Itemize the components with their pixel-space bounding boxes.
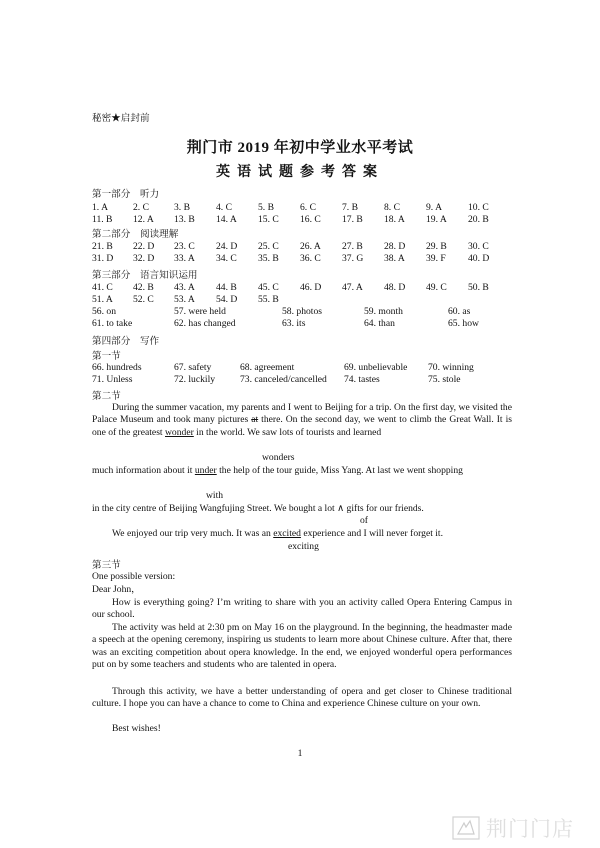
fill-cell: 63. its	[282, 318, 306, 329]
answer-cell: 24. D	[216, 241, 238, 252]
answer-cell: 19. A	[426, 214, 447, 225]
answer-cell: 25. C	[258, 241, 279, 252]
answer-cell: 40. D	[468, 253, 490, 264]
fill-cell: 56. on	[92, 306, 116, 317]
part3-heading: 第三部分 语言知识运用	[92, 270, 198, 281]
passage-text: much information about it	[92, 465, 195, 476]
answer-cell: 54. D	[216, 294, 238, 305]
correction-note: exciting	[288, 541, 319, 552]
answer-cell: 12. A	[133, 214, 154, 225]
answer-cell: 5. B	[258, 202, 274, 213]
answer-cell: 23. C	[174, 241, 195, 252]
letter-paragraph-1: How is everything going? I’m writing to share with you an activity called Opera Entering Campus in our school.	[92, 597, 512, 621]
section1-heading: 第一节	[92, 351, 121, 362]
answer-cell: 1. A	[92, 202, 108, 213]
answer-cell: 2. C	[133, 202, 149, 213]
section3-heading: 第三节	[92, 560, 121, 571]
page-number: 1	[297, 748, 303, 759]
passage-text: in the world. We saw lots of tourists and learned	[193, 426, 382, 438]
fill-cell: 64. than	[364, 318, 395, 329]
answer-cell: 8. C	[384, 202, 400, 213]
letter-closing: Best wishes!	[112, 723, 161, 734]
confidential-mark: 秘密★启封前	[92, 113, 150, 124]
fill-cell: 73. canceled/cancelled	[240, 374, 327, 385]
letter-paragraph-3: Through this activity, we have a better understanding of opera and get closer to Chinese traditional culture. I hope you can have a chance to come to China and experience Chinese culture on your own.	[92, 686, 512, 710]
answer-cell: 26. A	[300, 241, 321, 252]
insert-caret-icon: ∧	[337, 503, 345, 514]
passage-text: there. On the second day, we went to climb the Great Wall. It is one of the greatest	[92, 414, 512, 438]
fill-cell: 67. safety	[174, 362, 212, 373]
answer-cell: 11. B	[92, 214, 113, 225]
answer-cell: 52. C	[133, 294, 154, 305]
answer-key-subtitle: 英语试题参考答案	[216, 165, 384, 180]
fill-cell: 58. photos	[282, 306, 322, 317]
part2-heading: 第二部分 阅读理解	[92, 229, 179, 240]
answer-cell: 37. G	[342, 253, 364, 264]
answer-cell: 32. D	[133, 253, 155, 264]
marked-error: under	[194, 465, 217, 476]
correction-paragraph-2	[92, 465, 512, 477]
answer-cell: 4. C	[216, 202, 232, 213]
correction-paragraph-1	[92, 402, 512, 439]
answer-cell: 7. B	[342, 202, 358, 213]
passage-text: During the summer vacation, my parents and I went to Beijing for a trip. On the first day, we visited the Palace Museum and took many pictures	[92, 402, 512, 426]
deleted-word: at	[251, 414, 259, 426]
letter-greeting: Dear John，	[92, 584, 141, 595]
answer-cell: 30. C	[468, 241, 489, 252]
answer-cell: 35. B	[258, 253, 279, 264]
answer-cell: 49. C	[426, 282, 447, 293]
correction-paragraph-4	[92, 528, 512, 540]
answer-cell: 14. A	[216, 214, 237, 225]
watermark-icon	[452, 814, 590, 842]
answer-cell: 44. B	[216, 282, 237, 293]
answer-cell: 9. A	[426, 202, 442, 213]
answer-cell: 51. A	[92, 294, 113, 305]
answer-cell: 55. B	[258, 294, 279, 305]
watermark-logo	[452, 814, 590, 842]
fill-cell: 59. month	[364, 306, 403, 317]
letter-paragraph-2: The activity was held at 2:30 pm on May 16 on the playground. In the beginning, the headmaster made a speech at the opening ceremony, inspiring us students to learn more about Chinese culture. After that, there was an exciting competition about opera knowledge. In the end, we enjoyed wonderful opera performances put on by some teachers and students who are talented in opera.	[92, 622, 512, 671]
correction-note: of	[360, 515, 368, 526]
fill-cell: 60. as	[448, 306, 471, 317]
answer-cell: 53. A	[174, 294, 195, 305]
fill-cell: 65. how	[448, 318, 479, 329]
passage-text: We enjoyed our trip very much. It was an	[112, 528, 274, 539]
answer-cell: 31. D	[92, 253, 114, 264]
answer-cell: 6. C	[300, 202, 316, 213]
correction-note: with	[206, 490, 224, 501]
passage-text: gifts for our friends.	[346, 503, 424, 514]
marked-error: excited	[273, 528, 301, 539]
fill-cell: 61. to take	[92, 318, 133, 329]
answer-cell: 3. B	[174, 202, 190, 213]
fill-cell: 74. tastes	[344, 374, 380, 385]
answer-cell: 18. A	[384, 214, 405, 225]
svg-text:荆门门店: 荆门门店	[486, 817, 574, 841]
answer-cell: 38. A	[384, 253, 405, 264]
passage-text: in the city centre of Beijing Wangfujing Street. We bought a lot	[92, 503, 335, 514]
answer-cell: 10. C	[468, 202, 489, 213]
marked-error: wonder	[165, 426, 194, 438]
answer-cell: 39. F	[426, 253, 446, 264]
answer-cell: 22. D	[133, 241, 155, 252]
fill-cell: 62. has changed	[174, 318, 236, 329]
answer-cell: 47. A	[342, 282, 363, 293]
passage-text: experience and I will never forget it.	[300, 528, 443, 539]
fill-cell: 70. winning	[428, 362, 474, 373]
answer-cell: 15. C	[258, 214, 279, 225]
answer-cell: 33. A	[174, 253, 195, 264]
section2-heading: 第二节	[92, 391, 121, 402]
answer-cell: 27. B	[342, 241, 363, 252]
answer-cell: 16. C	[300, 214, 321, 225]
fill-cell: 72. luckily	[174, 374, 216, 385]
answer-cell: 41. C	[92, 282, 113, 293]
answer-cell: 43. A	[174, 282, 195, 293]
answer-cell: 21. B	[92, 241, 113, 252]
part4-heading: 第四部分 写作	[92, 336, 160, 347]
passage-text: the help of the tour guide, Miss Yang. At last we went shopping	[216, 465, 463, 476]
fill-cell: 69. unbelievable	[344, 362, 408, 373]
correction-paragraph-3	[92, 503, 512, 515]
answer-cell: 20. B	[468, 214, 489, 225]
answer-cell: 48. D	[384, 282, 406, 293]
answer-cell: 50. B	[468, 282, 489, 293]
fill-cell: 68. agreement	[240, 362, 295, 373]
answer-cell: 28. D	[384, 241, 406, 252]
answer-cell: 45. C	[258, 282, 279, 293]
answer-cell: 46. D	[300, 282, 322, 293]
fill-cell: 71. Unless	[92, 374, 133, 385]
answer-cell: 42. B	[133, 282, 154, 293]
answer-cell: 13. B	[174, 214, 195, 225]
answer-cell: 17. B	[342, 214, 363, 225]
fill-cell: 57. were held	[174, 306, 226, 317]
answer-cell: 36. C	[300, 253, 321, 264]
answer-cell: 29. B	[426, 241, 447, 252]
fill-cell: 75. stole	[428, 374, 461, 385]
answer-cell: 34. C	[216, 253, 237, 264]
exam-title: 荆门市 2019 年初中学业水平考试	[186, 140, 414, 156]
version-label: One possible version:	[92, 571, 176, 582]
correction-note: wonders	[262, 452, 295, 463]
part1-heading: 第一部分 听力	[92, 189, 160, 200]
fill-cell: 66. hundreds	[92, 362, 142, 373]
